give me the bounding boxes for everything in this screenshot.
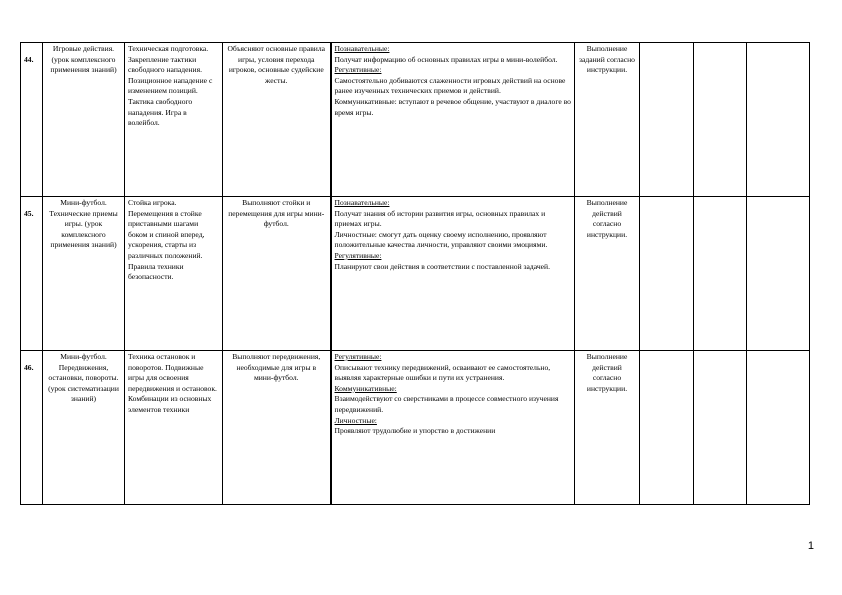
lesson-topic-cell: Мини-футбол. Передвижения, остановки, повороты. (урок систематизации знаний) — [43, 351, 125, 505]
outcome-text: Личностные: смогут дать оценку своему исполнению, проявляют положительные качества личности, управляют своими эмоциями. — [334, 229, 548, 250]
outcome-text: Планируют свои действия в соответствии с поставленной задачей. — [334, 261, 550, 271]
lesson-content-cell: Стойка игрока. Перемещения в стойке приставными шагами боком и спиной вперед, ускорения, старты из различных положений. Правила техники безопасности. — [125, 197, 223, 351]
outcome-heading: Регулятивные: — [334, 352, 382, 361]
lesson-number-cell: 45. — [21, 197, 43, 351]
empty-cell — [747, 351, 810, 505]
empty-cell — [640, 197, 694, 351]
learning-outcomes-cell — [331, 351, 575, 505]
empty-cell — [640, 43, 694, 197]
table-row — [21, 351, 810, 505]
student-activities-cell: Объясняют основные правила игры, условия перехода игроков, основные судейские жесты. — [223, 43, 331, 197]
learning-outcomes-cell — [331, 43, 575, 197]
outcome-text: Взаимодействуют со сверстниками в процессе совместного изучения передвижений. — [334, 394, 559, 414]
page-number: 1 — [807, 540, 814, 552]
learning-outcomes-cell — [331, 197, 575, 351]
empty-cell — [640, 351, 694, 505]
lesson-topic-cell: Мини-футбол. Технические приемы игры. (урок комплексного применения знаний) — [43, 197, 125, 351]
lesson-plan-table — [20, 42, 810, 505]
table-row — [21, 43, 810, 197]
outcome-text: Самостоятельно добиваются слаженности игровых действий на основе ранее изученных технических приемов и действий. — [334, 75, 566, 96]
outcome-heading: Регулятивные: — [334, 250, 382, 260]
empty-cell — [694, 351, 747, 505]
student-activities-cell: Выполняют передвижения, необходимые для игры в мини-футбол. — [223, 351, 331, 505]
empty-cell — [747, 197, 810, 351]
lesson-number-cell: 46. — [21, 351, 43, 505]
lesson-content-cell: Техническая подготовка. Закрепление тактики свободного нападения. Позиционное нападение с изменением позиций. Тактика свободного нападения. Игра в волейбол. — [125, 43, 223, 197]
outcome-heading: Личностные: — [334, 415, 377, 425]
lesson-plan-body — [21, 43, 810, 505]
outcome-heading: Познавательные: — [334, 44, 390, 53]
outcome-text: Коммуникативные: вступают в речевое общение, участвуют в диалоге во время игры. — [334, 96, 571, 117]
control-form-cell: Выполнение заданий согласно инструкции. — [575, 43, 640, 197]
lesson-content-cell: Техника остановок и поворотов. Подвижные игры для освоения передвижения и остановок. Комбинации из основных элементов техники — [125, 351, 223, 505]
control-form-cell: Выполнение действий согласно инструкции. — [575, 351, 640, 505]
outcome-text: Получат информацию об основных правилах игры в мини-волейбол. — [334, 54, 558, 64]
outcome-heading: Познавательные: — [334, 198, 390, 207]
empty-cell — [747, 43, 810, 197]
lesson-number-cell: 44. — [21, 43, 43, 197]
outcome-heading: Регулятивные: — [334, 65, 382, 75]
student-activities-cell: Выполняют стойки и перемещения для игры мини-футбол. — [223, 197, 331, 351]
outcome-heading: Коммуникативные: — [334, 383, 397, 393]
empty-cell — [694, 43, 747, 197]
outcome-text: Получат знания об истории развития игры, основных правилах и приемах игры. — [334, 208, 546, 229]
table-row — [21, 197, 810, 351]
outcome-text: Проявляют трудолюбие и упорство в достижении — [334, 426, 496, 436]
control-form-cell: Выполнение действий согласно инструкции. — [575, 197, 640, 351]
outcome-text: Описывают технику передвижений, осваивают ее самостоятельно, выявляя характерные ошибки и пути их устранения. — [334, 362, 551, 383]
lesson-topic-cell: Игровые действия. (урок комплексного применения знаний) — [43, 43, 125, 197]
empty-cell — [694, 197, 747, 351]
